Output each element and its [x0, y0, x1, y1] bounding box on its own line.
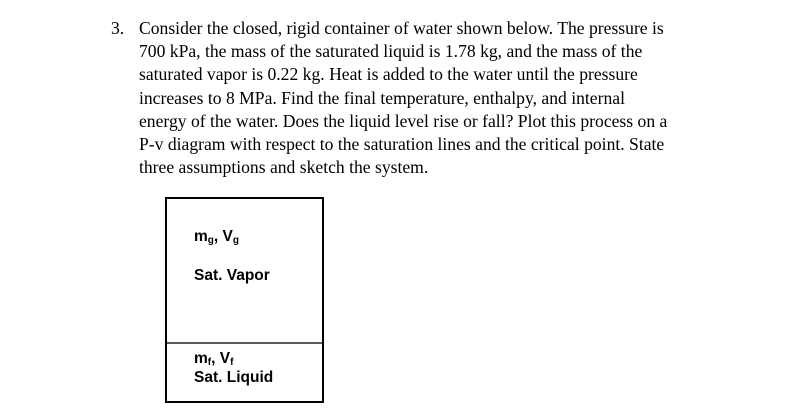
- liquid-volume-symbol: V: [219, 350, 231, 367]
- vapor-mass-subscript: g: [207, 235, 214, 246]
- problem-line: saturated vapor is 0.22 kg. Heat is added to the water until the pressure: [139, 64, 638, 85]
- problem-line: increases to 8 MPa. Find the final temperature, enthalpy, and internal: [139, 87, 625, 108]
- liquid-separator: ,: [211, 350, 220, 367]
- sat-liquid-label: Sat. Liquid: [194, 369, 274, 386]
- vapor-volume-subscript: g: [232, 235, 239, 246]
- liquid-volume-subscript: f: [230, 357, 234, 368]
- liquid-vapor-interface: [167, 342, 322, 344]
- vapor-volume-symbol: V: [222, 228, 233, 245]
- liquid-mass-volume-label: [194, 350, 233, 368]
- problem-number: 3.: [111, 18, 125, 38]
- liquid-mass-symbol: m: [194, 350, 208, 367]
- problem-line: P-v diagram with respect to the saturation lines and the critical point. State: [139, 134, 665, 155]
- problem-line: Consider the closed, rigid container of water shown below. The pressure is: [139, 18, 664, 38]
- sat-vapor-label: Sat. Vapor: [194, 267, 270, 284]
- problem-text: [139, 17, 751, 179]
- problem-line: 700 kPa, the mass of the saturated liquid is 1.78 kg, and the mass of the: [139, 41, 643, 62]
- vapor-mass-volume-label: [194, 228, 239, 246]
- problem-line: three assumptions and sketch the system.: [139, 157, 429, 178]
- rigid-container-diagram: [165, 197, 324, 403]
- liquid-mass-subscript: f: [207, 357, 212, 368]
- vapor-mass-symbol: m: [194, 228, 208, 245]
- problem-line: energy of the water. Does the liquid level rise or fall? Plot this process on a: [139, 110, 668, 131]
- vapor-separator: ,: [213, 228, 223, 245]
